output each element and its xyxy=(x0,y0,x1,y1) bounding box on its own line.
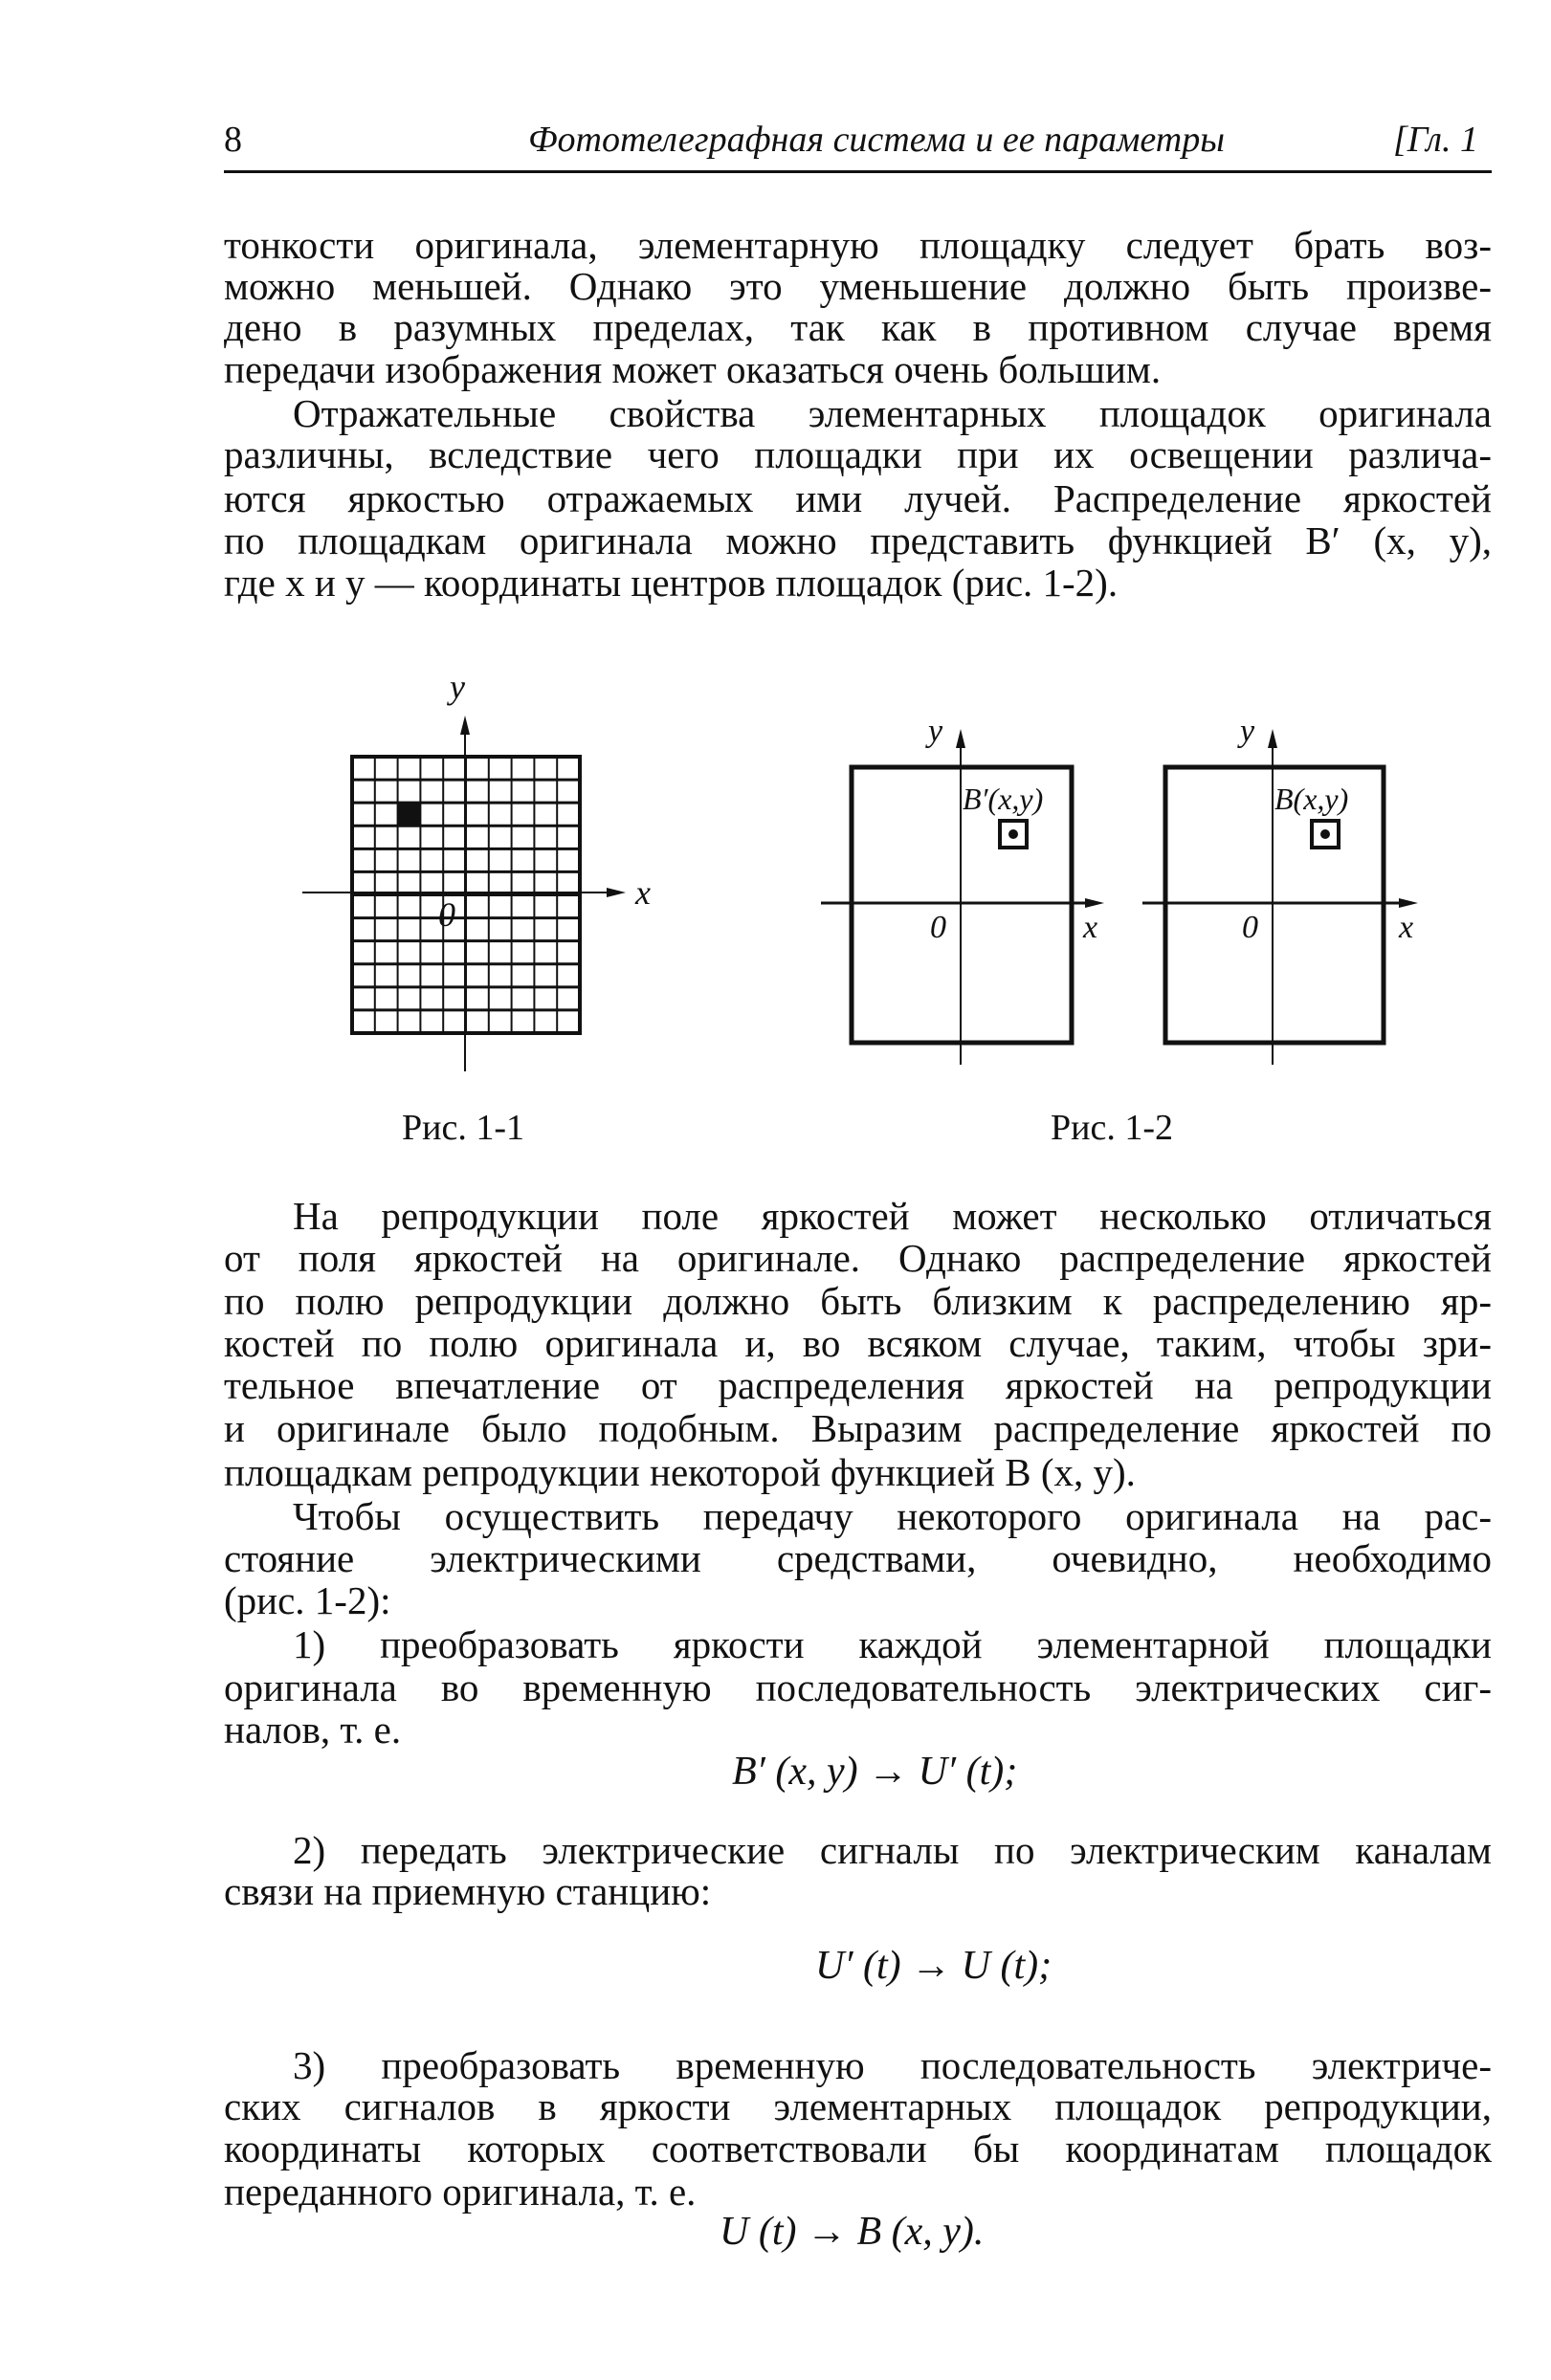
text-line: передачи изображения может оказаться очень большим. xyxy=(224,347,1162,391)
text-line: где x и y — координаты центров площадок (рис. 1-2). xyxy=(224,561,1119,605)
formula: U (t) → B (x, y). xyxy=(720,2210,985,2254)
selected-cell xyxy=(397,803,420,826)
figure-caption: Рис. 1-2 xyxy=(1051,1108,1173,1148)
y-label: y xyxy=(450,668,465,706)
figure-1-2-right xyxy=(1142,714,1418,1065)
text-line: от поля яркостей на оригинале. Однако распределение яркостей xyxy=(224,1236,1492,1280)
text-line: дено в разумных пределах, так как в противном случае время xyxy=(224,305,1492,349)
text-line: по площадкам оригинала можно представить функцией B′ (x, y), xyxy=(224,518,1492,562)
text-line: переданного оригинала, т. е. xyxy=(224,2170,697,2214)
text-line: (рис. 1-2): xyxy=(224,1578,391,1622)
text-line: костей по полю оригинала и, во всяком случае, таким, чтобы зри- xyxy=(224,1321,1492,1365)
x-arrow-icon xyxy=(1399,898,1418,908)
origin-label: 0 xyxy=(438,895,455,934)
figure-caption: Рис. 1-1 xyxy=(402,1108,524,1148)
text-line: можно меньшей. Однако это уменьшение должно быть произве- xyxy=(224,264,1492,308)
brightness-label: B′(x,y) xyxy=(963,782,1044,816)
text-line: оригинала во временную последовательность электрических сиг- xyxy=(224,1665,1492,1709)
chapter-label: [Гл. 1 xyxy=(1393,120,1478,160)
x-label: x xyxy=(1083,910,1098,945)
text-line: по полю репродукции должно быть близким к распределению яр- xyxy=(224,1279,1492,1323)
text-line: площадкам репродукции некоторой функцией B (x, y). xyxy=(224,1450,1136,1494)
text-line: Отражательные свойства элементарных площадок оригинала xyxy=(293,391,1492,435)
x-arrow-icon xyxy=(607,888,626,897)
figure-1-2-left xyxy=(821,714,1104,1065)
text-line: ются яркостью отражаемых ими лучей. Распределение яркостей xyxy=(224,476,1492,520)
text-line: связи на приемную станцию: xyxy=(224,1869,712,1913)
formula: B′ (x, y) → U′ (t); xyxy=(732,1750,1018,1794)
y-label: y xyxy=(928,714,943,749)
y-arrow-icon xyxy=(956,729,965,748)
text-line: тонкости оригинала, элементарную площадку следует брать воз- xyxy=(224,223,1492,267)
text-line: На репродукции поле яркостей может несколько отличаться xyxy=(293,1194,1492,1238)
brightness-label: B(x,y) xyxy=(1274,782,1349,816)
text-line: тельное впечатление от распределения яркостей на репродукции xyxy=(224,1363,1492,1407)
text-line: Чтобы осуществить передачу некоторого оригинала на рас- xyxy=(293,1494,1492,1538)
formula: U′ (t) → U (t); xyxy=(815,1944,1052,1988)
text-line: координаты которых соответствовали бы координатам площадок xyxy=(224,2127,1492,2171)
text-line: различны, вследствие чего площадки при их освещении различа- xyxy=(224,432,1492,476)
origin-label: 0 xyxy=(930,910,946,945)
x-label: x xyxy=(1399,910,1414,945)
origin-label: 0 xyxy=(1242,910,1258,945)
text-line: ских сигналов в яркости элементарных площадок репродукции, xyxy=(224,2084,1492,2128)
text-line: 1) преобразовать яркости каждой элементарной площадки xyxy=(293,1622,1492,1666)
x-arrow-icon xyxy=(1085,898,1104,908)
text-line: 2) передать электрические сигналы по электрическим каналам xyxy=(293,1828,1492,1872)
text-line: стояние электрическими средствами, очевидно, необходимо xyxy=(224,1536,1492,1580)
page-number: 8 xyxy=(224,120,242,160)
text-line: налов, т. е. xyxy=(224,1708,402,1752)
text-line: и оригинале было подобным. Выразим распределение яркостей по xyxy=(224,1406,1492,1450)
x-label: x xyxy=(635,873,651,912)
running-title: Фототелеграфная система и ее параметры xyxy=(528,120,1225,160)
y-label: y xyxy=(1240,714,1255,749)
y-arrow-icon xyxy=(1268,729,1277,748)
y-arrow-icon xyxy=(460,716,470,735)
text-line: 3) преобразовать временную последовательность электриче- xyxy=(293,2043,1492,2087)
